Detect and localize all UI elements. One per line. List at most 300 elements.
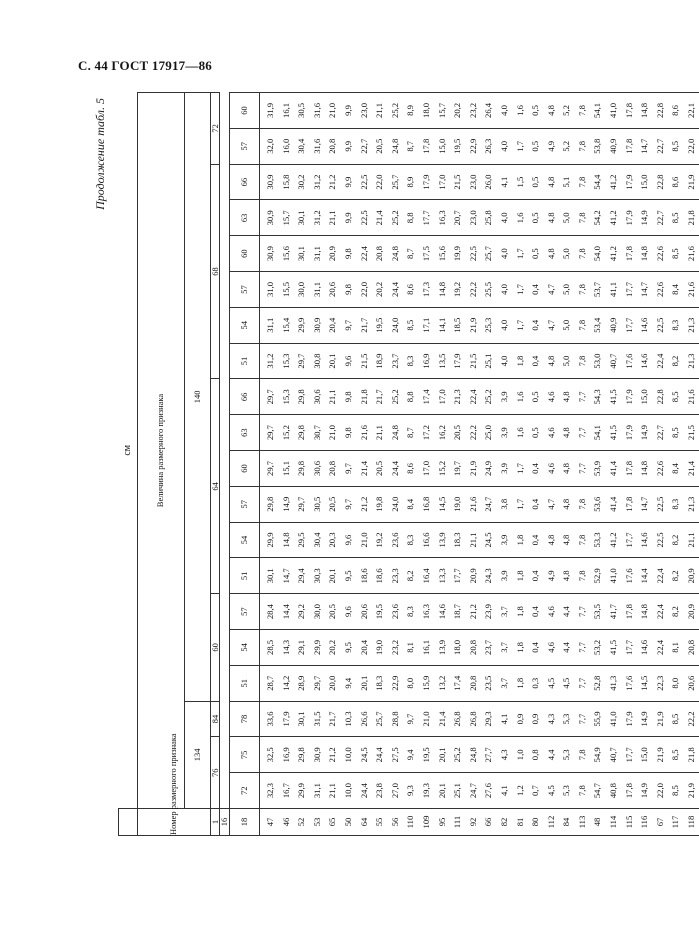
value-cell: 1,6 xyxy=(512,415,528,451)
corner-cell xyxy=(119,809,138,836)
value-cell: 8,5 xyxy=(668,737,684,773)
value-cell: 8,5 xyxy=(668,379,684,415)
value-cell: 25,7 xyxy=(372,701,388,737)
value-cell: 15,2 xyxy=(278,415,294,451)
value-cell: 21,9 xyxy=(684,773,699,809)
value-cell: 20,1 xyxy=(356,665,372,701)
col-subheader: 1 xyxy=(210,809,220,836)
value-cell: 8,5 xyxy=(668,200,684,236)
value-cell: 26,6 xyxy=(356,701,372,737)
col-subheader: 60 xyxy=(210,594,220,701)
value-cell: 41,0 xyxy=(606,701,622,737)
value-cell: 7,8 xyxy=(574,773,590,809)
value-cell: 8,2 xyxy=(668,594,684,630)
value-cell: 0,9 xyxy=(528,701,544,737)
table-row xyxy=(387,93,403,836)
value-cell: 31,0 xyxy=(259,272,278,308)
value-cell: 20,8 xyxy=(465,630,481,666)
value-cell: 20,2 xyxy=(450,93,466,129)
value-cell: 22,6 xyxy=(652,236,668,272)
row-number-cell: 47 xyxy=(259,809,278,836)
value-cell: 1,6 xyxy=(512,200,528,236)
value-cell: 19,3 xyxy=(418,773,434,809)
value-cell: 21,1 xyxy=(325,773,341,809)
value-cell: 17,8 xyxy=(621,128,637,164)
value-cell: 7,8 xyxy=(574,93,590,129)
value-cell: 30,9 xyxy=(309,737,325,773)
row-number-cell: 115 xyxy=(621,809,637,836)
value-cell: 17,9 xyxy=(450,343,466,379)
value-cell: 28,4 xyxy=(259,594,278,630)
value-cell: 7,8 xyxy=(574,200,590,236)
value-cell: 41,5 xyxy=(606,379,622,415)
value-cell: 23,3 xyxy=(387,558,403,594)
value-cell: 21,2 xyxy=(325,164,341,200)
value-cell: 25,5 xyxy=(481,272,497,308)
value-cell: 4,1 xyxy=(496,701,512,737)
value-cell: 18,6 xyxy=(356,558,372,594)
value-cell: 4,5 xyxy=(559,665,575,701)
value-cell: 29,8 xyxy=(294,379,310,415)
value-cell: 4,0 xyxy=(496,93,512,129)
value-cell: 3,7 xyxy=(496,594,512,630)
col-group-header: 140 xyxy=(184,93,210,702)
value-cell: 31,1 xyxy=(309,236,325,272)
value-cell: 31,6 xyxy=(309,93,325,129)
value-cell: 54,2 xyxy=(590,200,606,236)
value-cell: 8,9 xyxy=(403,93,419,129)
value-cell: 4,7 xyxy=(543,307,559,343)
value-cell: 7,7 xyxy=(574,630,590,666)
value-cell: 23,0 xyxy=(465,164,481,200)
value-cell: 5,0 xyxy=(559,236,575,272)
value-cell: 17,7 xyxy=(621,522,637,558)
value-cell: 30,6 xyxy=(309,451,325,487)
row-number-cell: 65 xyxy=(325,809,341,836)
value-cell: 21,0 xyxy=(325,415,341,451)
value-cell: 13,3 xyxy=(434,558,450,594)
value-cell: 21,5 xyxy=(684,415,699,451)
value-cell: 19,2 xyxy=(450,272,466,308)
value-cell: 17,8 xyxy=(621,486,637,522)
value-cell: 32,5 xyxy=(259,737,278,773)
value-cell: 21,6 xyxy=(684,272,699,308)
value-cell: 14,4 xyxy=(637,558,653,594)
value-cell: 5,0 xyxy=(559,200,575,236)
value-cell: 14,6 xyxy=(637,630,653,666)
value-cell: 17,3 xyxy=(418,272,434,308)
value-cell: 23,5 xyxy=(481,665,497,701)
value-cell: 53,5 xyxy=(590,594,606,630)
value-cell: 29,7 xyxy=(259,379,278,415)
value-cell: 14,5 xyxy=(434,486,450,522)
value-cell: 21,5 xyxy=(450,164,466,200)
value-cell: 30,1 xyxy=(259,558,278,594)
value-cell: 7,7 xyxy=(574,451,590,487)
value-cell: 29,7 xyxy=(259,415,278,451)
value-cell: 18,5 xyxy=(450,307,466,343)
value-cell: 41,5 xyxy=(606,415,622,451)
value-cell: 17,6 xyxy=(621,665,637,701)
value-cell: 25,7 xyxy=(481,236,497,272)
value-cell: 21,6 xyxy=(356,415,372,451)
value-cell: 29,9 xyxy=(294,307,310,343)
value-cell: 16,3 xyxy=(418,594,434,630)
value-cell: 41,2 xyxy=(606,164,622,200)
value-cell: 21,1 xyxy=(325,200,341,236)
value-cell: 8,6 xyxy=(403,451,419,487)
table-row xyxy=(434,93,450,836)
value-cell: 20,8 xyxy=(325,451,341,487)
value-cell: 18,0 xyxy=(418,93,434,129)
value-cell: 0,9 xyxy=(512,701,528,737)
value-cell: 19,5 xyxy=(372,307,388,343)
value-cell: 23,7 xyxy=(387,343,403,379)
value-cell: 21,4 xyxy=(684,451,699,487)
table-row xyxy=(652,93,668,836)
value-cell: 20,8 xyxy=(465,665,481,701)
value-cell: 21,7 xyxy=(356,307,372,343)
value-cell: 14,7 xyxy=(637,128,653,164)
col-group-header: 134 xyxy=(184,701,210,808)
value-cell: 1,8 xyxy=(512,665,528,701)
value-cell: 0,4 xyxy=(528,558,544,594)
value-cell: 9,8 xyxy=(340,272,356,308)
value-cell: 8,0 xyxy=(668,665,684,701)
value-cell: 0,4 xyxy=(528,630,544,666)
value-cell: 8,3 xyxy=(668,307,684,343)
table-row xyxy=(418,93,434,836)
value-cell: 15,5 xyxy=(278,272,294,308)
value-cell: 1,7 xyxy=(512,272,528,308)
rotated-table-block xyxy=(93,92,697,836)
value-cell: 21,8 xyxy=(684,200,699,236)
value-cell: 3,9 xyxy=(496,522,512,558)
value-cell: 7,8 xyxy=(574,128,590,164)
value-cell: 20,1 xyxy=(325,558,341,594)
value-cell: 22,7 xyxy=(652,128,668,164)
value-cell: 1,8 xyxy=(512,594,528,630)
value-cell: 22,4 xyxy=(356,236,372,272)
value-cell: 30,1 xyxy=(294,200,310,236)
value-cell: 22,2 xyxy=(684,701,699,737)
value-cell: 17,0 xyxy=(418,451,434,487)
value-cell: 9,9 xyxy=(340,164,356,200)
value-cell: 14,8 xyxy=(637,236,653,272)
value-cell: 19,5 xyxy=(418,737,434,773)
col-header-value: 54 xyxy=(229,630,259,666)
value-cell: 20,8 xyxy=(684,630,699,666)
value-cell: 23,0 xyxy=(356,93,372,129)
value-cell: 20,9 xyxy=(684,594,699,630)
value-cell: 4,5 xyxy=(543,773,559,809)
value-cell: 15,4 xyxy=(278,307,294,343)
value-cell: 41,2 xyxy=(606,200,622,236)
value-cell: 16,0 xyxy=(278,128,294,164)
value-cell: 9,4 xyxy=(340,665,356,701)
value-cell: 54,4 xyxy=(590,164,606,200)
value-cell: 4,7 xyxy=(543,272,559,308)
row-number-cell: 118 xyxy=(684,809,699,836)
unit-label: см xyxy=(119,93,138,809)
value-cell: 22,4 xyxy=(652,343,668,379)
number-header: Номер размерного признака xyxy=(137,809,210,836)
value-cell: 20,1 xyxy=(434,737,450,773)
value-cell: 9,9 xyxy=(340,128,356,164)
value-cell: 20,8 xyxy=(325,128,341,164)
value-cell: 31,5 xyxy=(309,701,325,737)
value-cell: 1,7 xyxy=(512,451,528,487)
table-row xyxy=(481,93,497,836)
value-cell: 15,6 xyxy=(278,236,294,272)
value-cell: 19,9 xyxy=(450,236,466,272)
value-cell: 1,5 xyxy=(512,164,528,200)
row-number-cell: 80 xyxy=(528,809,544,836)
value-cell: 17,9 xyxy=(418,164,434,200)
value-cell: 16,4 xyxy=(418,558,434,594)
value-cell: 21,5 xyxy=(356,343,372,379)
value-cell: 22,4 xyxy=(465,379,481,415)
value-cell: 10,0 xyxy=(340,737,356,773)
value-cell: 18,6 xyxy=(372,558,388,594)
value-cell: 22,5 xyxy=(652,486,668,522)
value-cell: 23,7 xyxy=(481,630,497,666)
value-cell: 14,8 xyxy=(637,594,653,630)
table-row xyxy=(668,93,684,836)
value-cell: 9,5 xyxy=(340,630,356,666)
value-cell: 29,7 xyxy=(309,665,325,701)
value-cell: 21,7 xyxy=(325,701,341,737)
value-cell: 28,8 xyxy=(387,701,403,737)
value-cell: 19,0 xyxy=(450,486,466,522)
value-cell: 30,9 xyxy=(259,236,278,272)
value-cell: 20,8 xyxy=(372,236,388,272)
value-cell: 10,0 xyxy=(340,773,356,809)
size-table xyxy=(118,92,699,836)
value-cell: 4,0 xyxy=(496,128,512,164)
value-cell: 19,7 xyxy=(450,451,466,487)
value-cell: 0,5 xyxy=(528,379,544,415)
value-cell: 29,1 xyxy=(294,630,310,666)
col-header-value: 57 xyxy=(229,594,259,630)
value-cell: 17,8 xyxy=(418,128,434,164)
value-cell: 1,8 xyxy=(512,558,528,594)
table-row xyxy=(278,93,294,836)
value-cell: 1,2 xyxy=(512,773,528,809)
table-row xyxy=(606,93,622,836)
value-cell: 7,8 xyxy=(574,307,590,343)
col-header-value: 78 xyxy=(229,701,259,737)
row-number-cell: 48 xyxy=(590,809,606,836)
value-cell: 53,4 xyxy=(590,307,606,343)
value-cell: 8,7 xyxy=(403,236,419,272)
value-cell: 27,7 xyxy=(481,737,497,773)
value-cell: 41,0 xyxy=(606,558,622,594)
value-cell: 5,0 xyxy=(559,272,575,308)
value-cell: 5,3 xyxy=(559,737,575,773)
value-cell: 41,2 xyxy=(606,522,622,558)
row-number-cell: 55 xyxy=(372,809,388,836)
value-cell: 17,9 xyxy=(621,701,637,737)
value-cell: 1,8 xyxy=(512,343,528,379)
col-subheader: 68 xyxy=(210,164,220,379)
value-cell: 30,6 xyxy=(309,379,325,415)
value-cell: 17,2 xyxy=(418,415,434,451)
value-cell: 31,2 xyxy=(309,164,325,200)
value-cell: 40,8 xyxy=(606,773,622,809)
value-cell: 22,8 xyxy=(652,379,668,415)
value-cell: 22,0 xyxy=(684,128,699,164)
value-cell: 17,9 xyxy=(621,379,637,415)
value-cell: 17,0 xyxy=(434,164,450,200)
value-cell: 31,6 xyxy=(309,128,325,164)
value-cell: 30,2 xyxy=(294,164,310,200)
col-header-value: 66 xyxy=(229,164,259,200)
value-cell: 4,8 xyxy=(559,379,575,415)
value-cell: 29,7 xyxy=(294,486,310,522)
value-cell: 10,3 xyxy=(340,701,356,737)
value-cell: 25,0 xyxy=(481,415,497,451)
value-cell: 22,7 xyxy=(652,415,668,451)
value-cell: 8,5 xyxy=(403,307,419,343)
value-cell: 0,3 xyxy=(528,665,544,701)
value-cell: 20,4 xyxy=(356,630,372,666)
value-cell: 21,9 xyxy=(684,164,699,200)
value-cell: 22,5 xyxy=(356,200,372,236)
value-cell: 25,3 xyxy=(481,307,497,343)
value-cell: 15,8 xyxy=(278,164,294,200)
value-cell: 19,8 xyxy=(372,486,388,522)
value-cell: 4,4 xyxy=(559,630,575,666)
value-cell: 7,7 xyxy=(574,665,590,701)
value-cell: 4,1 xyxy=(496,773,512,809)
value-cell: 4,6 xyxy=(543,630,559,666)
value-cell: 21,9 xyxy=(465,307,481,343)
value-cell: 24,0 xyxy=(387,486,403,522)
value-cell: 29,8 xyxy=(259,486,278,522)
value-cell: 29,7 xyxy=(294,343,310,379)
value-cell: 9,4 xyxy=(403,737,419,773)
value-cell: 5,1 xyxy=(559,164,575,200)
value-cell: 3,9 xyxy=(496,379,512,415)
value-cell: 4,8 xyxy=(559,558,575,594)
col-subheader: 84 xyxy=(210,701,220,737)
value-cell: 3,9 xyxy=(496,415,512,451)
value-cell: 5,2 xyxy=(559,93,575,129)
value-cell: 20,7 xyxy=(450,200,466,236)
value-cell: 4,8 xyxy=(543,200,559,236)
value-cell: 16,2 xyxy=(434,415,450,451)
value-cell: 9,6 xyxy=(340,594,356,630)
value-cell: 55,9 xyxy=(590,701,606,737)
row-number-cell: 66 xyxy=(481,809,497,836)
value-cell: 9,7 xyxy=(340,486,356,522)
value-cell: 17,8 xyxy=(621,594,637,630)
value-cell: 8,6 xyxy=(668,93,684,129)
value-cell: 24,4 xyxy=(387,272,403,308)
value-cell: 24,5 xyxy=(356,737,372,773)
value-cell: 31,1 xyxy=(309,773,325,809)
table-row xyxy=(372,93,388,836)
value-cell: 21,2 xyxy=(465,594,481,630)
value-cell: 1,8 xyxy=(512,522,528,558)
value-cell: 21,6 xyxy=(684,236,699,272)
value-cell: 29,8 xyxy=(294,415,310,451)
value-cell: 21,9 xyxy=(652,701,668,737)
value-cell: 54,1 xyxy=(590,415,606,451)
value-cell: 20,5 xyxy=(372,451,388,487)
value-cell: 33,6 xyxy=(259,701,278,737)
value-cell: 9,6 xyxy=(340,343,356,379)
value-cell: 22,5 xyxy=(652,307,668,343)
value-cell: 18,3 xyxy=(372,665,388,701)
value-cell: 9,6 xyxy=(340,522,356,558)
col-header-value: 60 xyxy=(229,236,259,272)
value-cell: 24,9 xyxy=(481,451,497,487)
value-cell: 4,8 xyxy=(543,164,559,200)
value-cell: 22,8 xyxy=(652,93,668,129)
value-cell: 30,8 xyxy=(309,343,325,379)
value-cell: 17,4 xyxy=(418,379,434,415)
col-subheader: 16 xyxy=(220,809,230,836)
value-cell: 1,8 xyxy=(512,630,528,666)
value-cell: 24,7 xyxy=(465,773,481,809)
value-cell: 8,4 xyxy=(403,486,419,522)
value-cell: 8,7 xyxy=(403,128,419,164)
value-cell: 14,8 xyxy=(637,451,653,487)
value-cell: 8,5 xyxy=(668,701,684,737)
value-cell: 8,5 xyxy=(668,773,684,809)
value-cell: 21,1 xyxy=(372,93,388,129)
value-cell: 21,6 xyxy=(465,486,481,522)
value-cell: 17,6 xyxy=(621,558,637,594)
value-cell: 4,0 xyxy=(496,307,512,343)
value-cell: 40,7 xyxy=(606,737,622,773)
value-cell: 8,6 xyxy=(668,164,684,200)
value-cell: 16,6 xyxy=(418,522,434,558)
value-cell: 15,9 xyxy=(418,665,434,701)
value-cell: 25,1 xyxy=(481,343,497,379)
value-cell: 4,6 xyxy=(543,415,559,451)
value-cell: 21,2 xyxy=(325,737,341,773)
table-row xyxy=(340,93,356,836)
value-cell: 3,7 xyxy=(496,630,512,666)
value-cell: 54,9 xyxy=(590,737,606,773)
value-cell: 14,9 xyxy=(278,486,294,522)
value-cell: 30,0 xyxy=(309,594,325,630)
value-cell: 16,1 xyxy=(278,93,294,129)
value-cell: 31,2 xyxy=(259,343,278,379)
row-number-cell: 67 xyxy=(652,809,668,836)
value-cell: 14,3 xyxy=(278,630,294,666)
value-cell: 14,1 xyxy=(434,307,450,343)
row-number-cell: 114 xyxy=(606,809,622,836)
value-cell: 7,7 xyxy=(574,415,590,451)
value-cell: 1,7 xyxy=(512,236,528,272)
value-cell: 25,2 xyxy=(481,379,497,415)
value-cell: 25,2 xyxy=(450,737,466,773)
value-cell: 53,8 xyxy=(590,128,606,164)
value-cell: 22,0 xyxy=(372,164,388,200)
table-row xyxy=(559,93,575,836)
value-cell: 23,6 xyxy=(387,594,403,630)
table-row xyxy=(621,93,637,836)
value-cell: 21,9 xyxy=(465,451,481,487)
value-cell: 28,5 xyxy=(259,630,278,666)
value-cell: 4,6 xyxy=(543,451,559,487)
value-cell: 13,2 xyxy=(434,665,450,701)
value-cell: 4,9 xyxy=(543,128,559,164)
